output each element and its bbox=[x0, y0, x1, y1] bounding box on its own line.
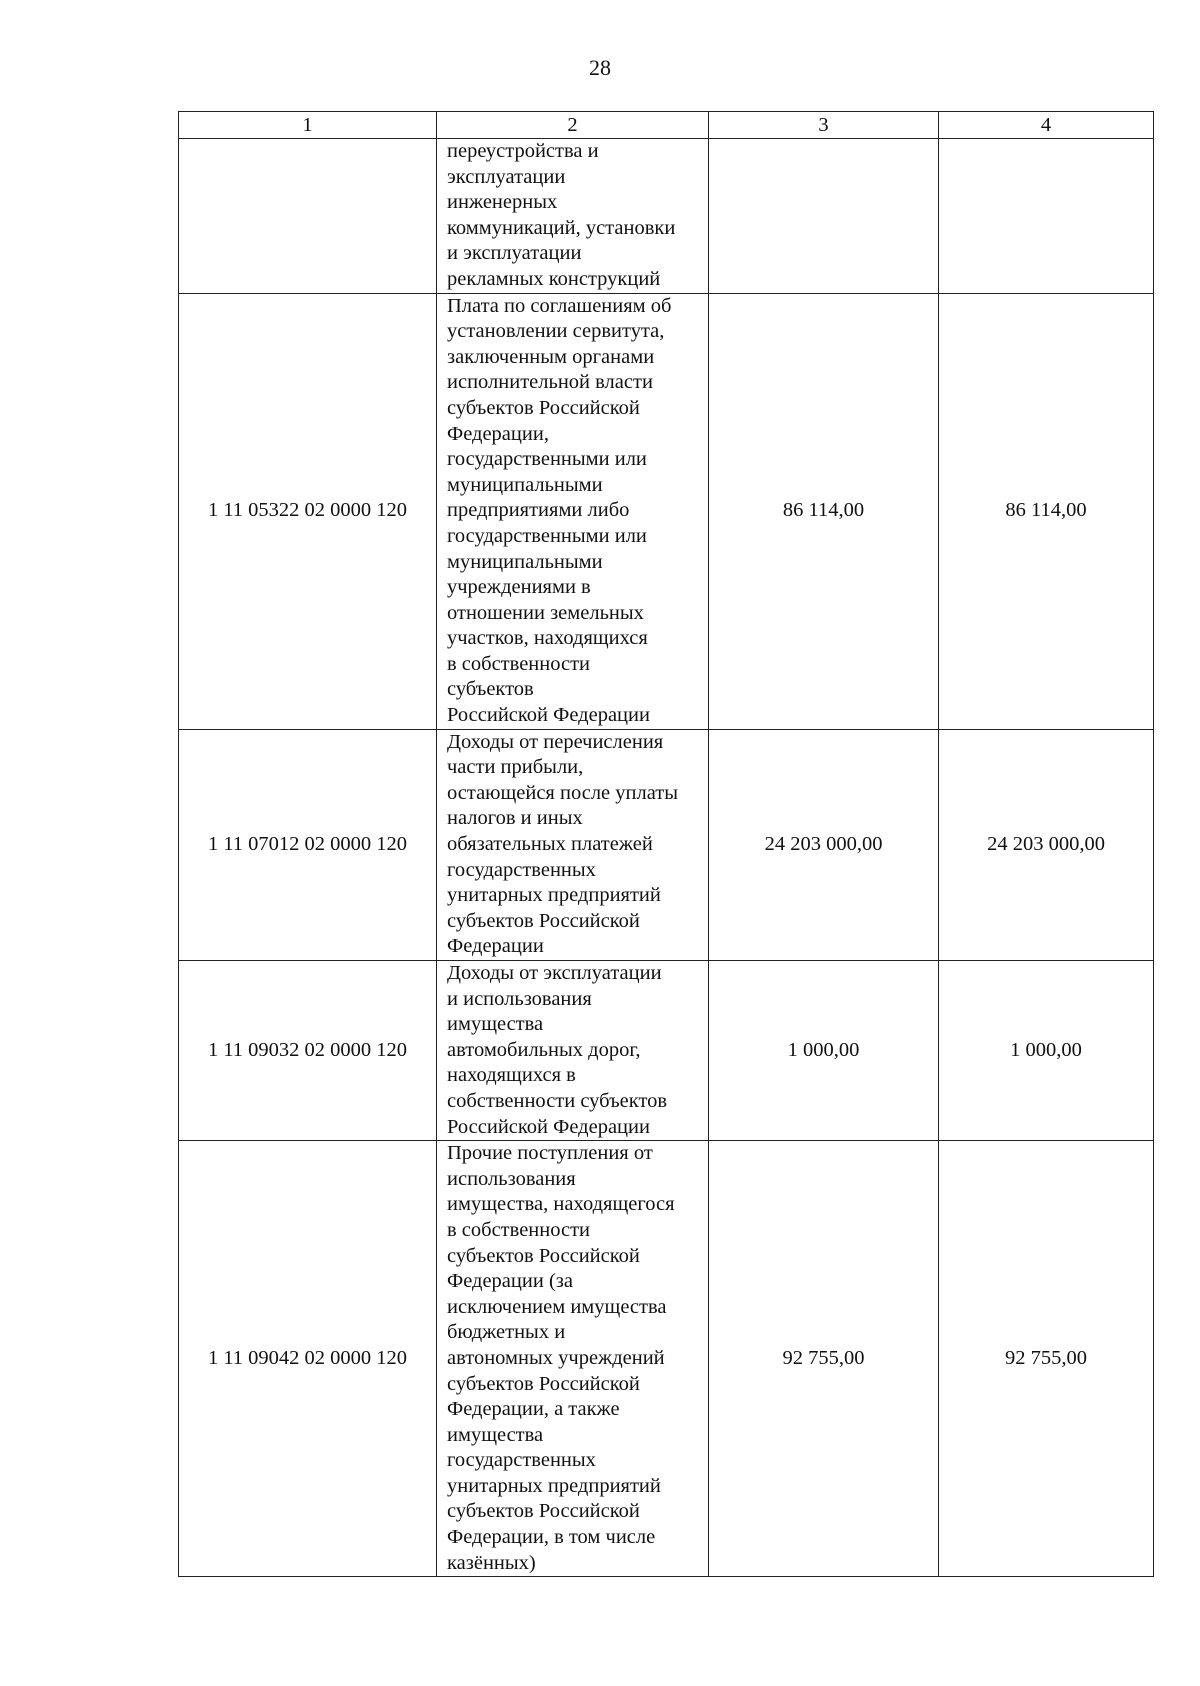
amount-col3-cell bbox=[709, 139, 939, 294]
amount-col3-cell: 86 114,00 bbox=[709, 293, 939, 729]
column-header-2: 2 bbox=[437, 112, 709, 139]
column-header-3: 3 bbox=[709, 112, 939, 139]
amount-col4-cell: 92 755,00 bbox=[939, 1141, 1154, 1577]
table-row bbox=[179, 293, 1154, 729]
table-row bbox=[179, 1141, 1154, 1577]
table-row bbox=[179, 961, 1154, 1141]
table-header-row bbox=[179, 112, 1154, 139]
amount-col4-cell: 24 203 000,00 bbox=[939, 729, 1154, 960]
amount-col4-cell bbox=[939, 139, 1154, 294]
revenue-code-cell: 1 11 07012 02 0000 120 bbox=[179, 729, 437, 960]
amount-col3-cell: 92 755,00 bbox=[709, 1141, 939, 1577]
revenue-description-cell: Прочие поступления от использования имущества, находящегося в собственности субъектов Российской Федерации (за исключением имущества бюджетных и автономных учреждений субъектов Российской Федерации, а также имущества государственных унитарных предприятий субъектов Российской Федерации, в том числе казённых) bbox=[437, 1141, 709, 1577]
table-row bbox=[179, 139, 1154, 294]
revenue-code-cell: 1 11 05322 02 0000 120 bbox=[179, 293, 437, 729]
table-row bbox=[179, 729, 1154, 960]
budget-revenue-table bbox=[178, 111, 1154, 1577]
column-header-1: 1 bbox=[179, 112, 437, 139]
amount-col3-cell: 1 000,00 bbox=[709, 961, 939, 1141]
revenue-description-cell: Доходы от перечисления части прибыли, остающейся после уплаты налогов и иных обязательных платежей государственных унитарных предприятий субъектов Российской Федерации bbox=[437, 729, 709, 960]
revenue-description-cell: Доходы от эксплуатации и использования имущества автомобильных дорог, находящихся в собственности субъектов Российской Федерации bbox=[437, 961, 709, 1141]
revenue-description-cell: переустройства и эксплуатации инженерных коммуникаций, установки и эксплуатации рекламных конструкций bbox=[437, 139, 709, 294]
revenue-code-cell: 1 11 09032 02 0000 120 bbox=[179, 961, 437, 1141]
column-header-4: 4 bbox=[939, 112, 1154, 139]
revenue-code-cell: 1 11 09042 02 0000 120 bbox=[179, 1141, 437, 1577]
page-number: 28 bbox=[589, 55, 611, 80]
revenue-description-cell: Плата по соглашениям об установлении сервитута, заключенным органами исполнительной власти субъектов Российской Федерации, государственными или муниципальными предприятиями либо государственными или муниципальными учреждениями в отношении земельных участков, находящихся в собственности субъектов Российской Федерации bbox=[437, 293, 709, 729]
revenue-code-cell bbox=[179, 139, 437, 294]
amount-col3-cell: 24 203 000,00 bbox=[709, 729, 939, 960]
amount-col4-cell: 86 114,00 bbox=[939, 293, 1154, 729]
amount-col4-cell: 1 000,00 bbox=[939, 961, 1154, 1141]
